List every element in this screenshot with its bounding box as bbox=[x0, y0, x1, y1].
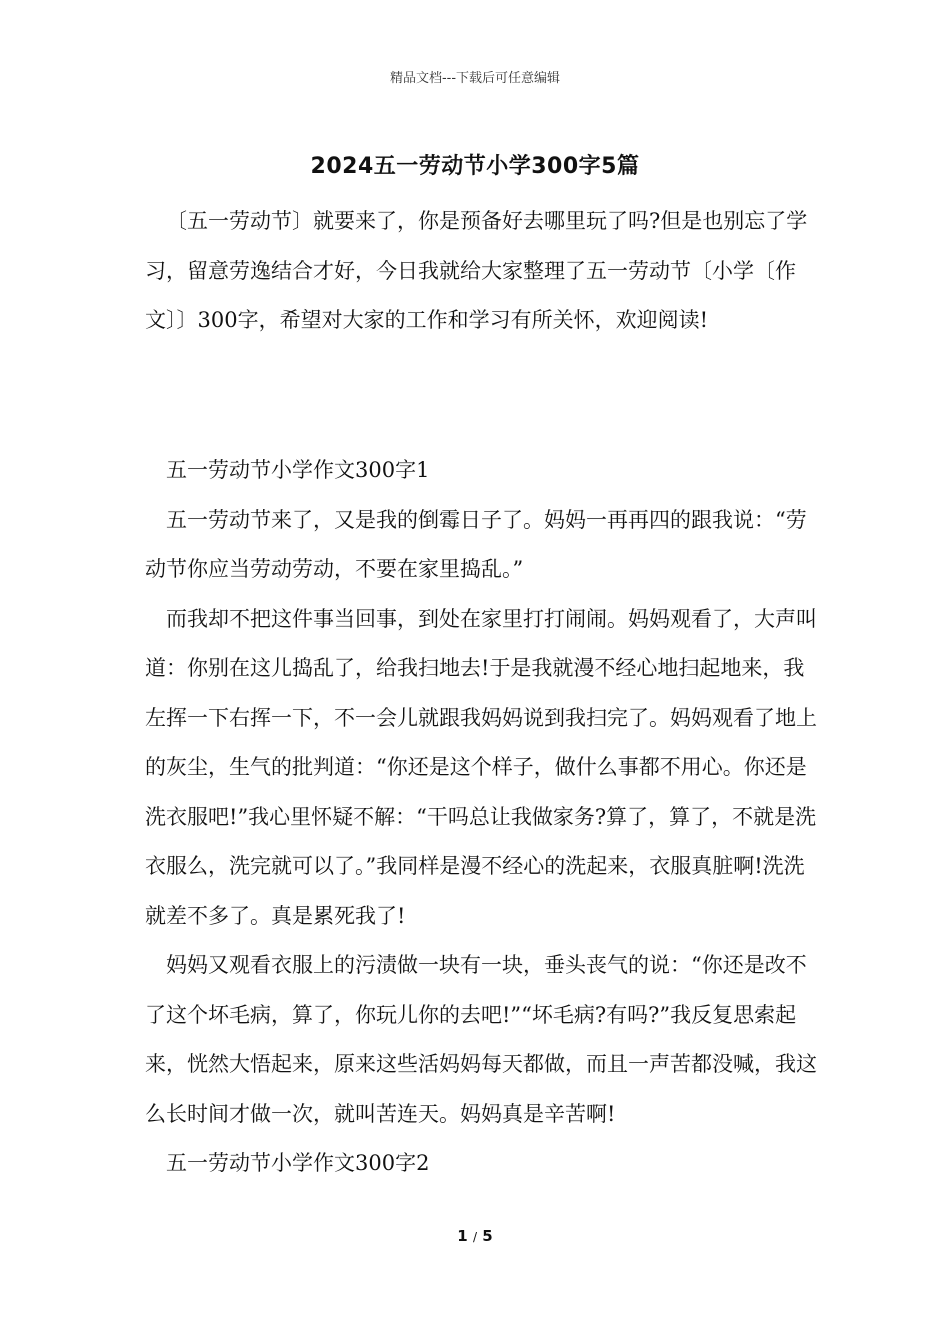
page-header: 精品文档---下载后可任意编辑 bbox=[389, 71, 561, 86]
paragraph-2: 而我却不把这件事当回事，到处在家里打打闹闹。妈妈观看了，大声叫道：你别在这儿捣乱了，给我扫地去!于是我就漫不经心地扫起地来，我左挥一下右挥一下，不一会儿就跟我妈妈说到我扫完了。妈妈观看了地上的灰尘，生气的批判道：“你还是这个样子，做什么事都不用心。你还是洗衣服吧!”我心里怀疑不解：“干吗总让我做家务?算了，算了，不就是洗衣服么，洗完就可以了。”我同样是漫不经心的洗起来，衣服真脏啊!洗洗就差不多了。真是累死我了! bbox=[145, 606, 817, 928]
intro-block bbox=[145, 197, 820, 346]
page-number bbox=[0, 1227, 950, 1245]
paragraph-3: 妈妈又观看衣服上的污渍做一块有一块，垂头丧气的说：“你还是改不了这个坏毛病，算了，你玩儿你的去吧!”“坏毛病?有吗?”我反复思索起来，恍然大悟起来，原来这些活妈妈每天都做，而且一声苦都没喊，我这么长时间才做一次，就叫苦连天。妈妈真是辛苦啊! bbox=[145, 953, 817, 1126]
paragraph-1: 五一劳动节来了，又是我的倒霉日子了。妈妈一再再四的跟我说：“劳动节你应当劳动劳动，不要在家里捣乱。” bbox=[145, 507, 807, 581]
section-heading-2: 五一劳动节小学作文300字2 bbox=[166, 1151, 430, 1175]
section-heading-1: 五一劳动节小学作文300字1 bbox=[166, 458, 430, 482]
document-title: 2024五一劳动节小学300字5篇 bbox=[310, 154, 640, 179]
total-pages: 5 bbox=[482, 1227, 493, 1245]
intro-paragraph: 〔五一劳动节〕就要来了，你是预备好去哪里玩了吗?但是也别忘了学习，留意劳逸结合才好，今日我就给大家整理了五一劳动节〔小学〔作文〕〕300字，希望对大家的工作和学习有所关怀，欢迎阅读! bbox=[145, 209, 808, 332]
article-body bbox=[145, 446, 820, 1189]
current-page: 1 bbox=[457, 1227, 468, 1245]
page-separator: / bbox=[472, 1230, 478, 1244]
